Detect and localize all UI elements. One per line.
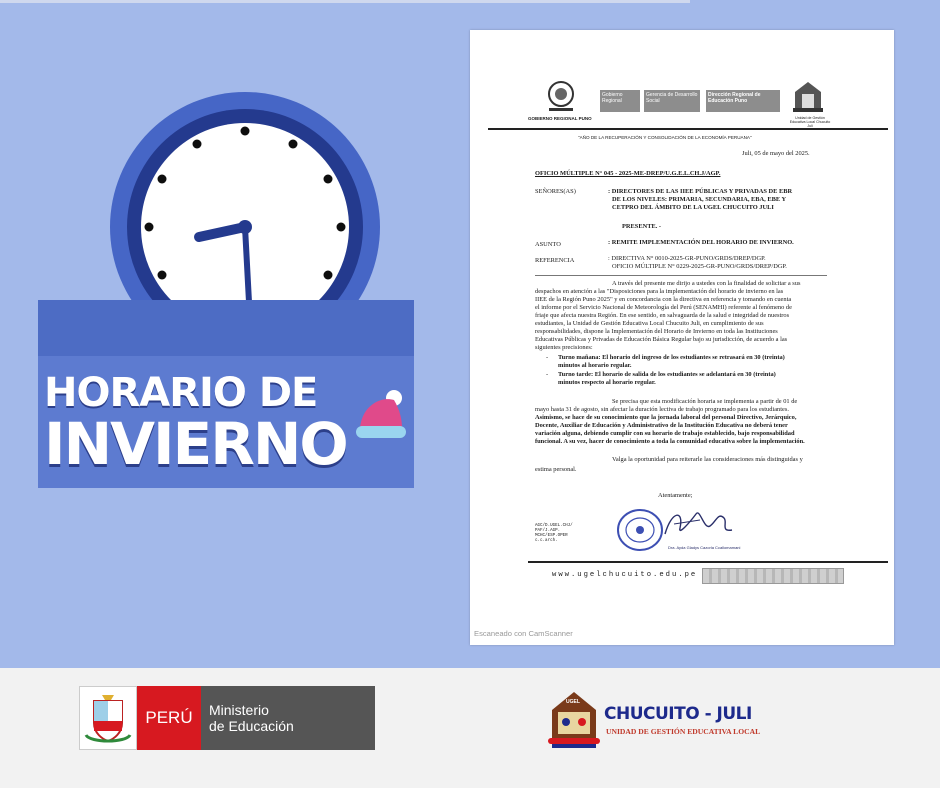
year-motto: "AÑO DE LA RECUPERACIÓN Y CONSOLIDACIÓN DE LA ECONOMÍA PERUANA" (578, 135, 752, 140)
referencia-line-1: : DIRECTIVA N° 0010-2025-GR-PUNO/GRDS/DREP/DGP. (608, 255, 766, 262)
asunto-label: ASUNTO (535, 241, 561, 248)
banner-title-line1: HORARIO DE (44, 370, 318, 416)
initials-line-2: PAF/J.AGP. (535, 529, 561, 533)
bullet2-line-2: minutos respecto al horario regular. (558, 379, 656, 386)
camscanner-watermark: Escaneado con CamScanner (474, 629, 573, 638)
body1-line-2: despachos en atención a las "Disposiciones para la implementación del horario de invierno en las (535, 288, 784, 295)
body1-line-6: estudiantes, la Unidad de Gestión Educativa Local Chucuito Juli, en cumplimiento de sus (535, 320, 764, 327)
signature-name: Dra. Ayda Gladys Cazorla Ccallomamani (668, 545, 741, 550)
body1-line-4: el informe por el Servicio Nacional de Meteorología del Perú (SENAMHI) referente al fenómeno de (535, 304, 792, 311)
footer-rule (528, 561, 888, 563)
asunto-text: : REMITE IMPLEMENTACIÓN DEL HORARIO DE INVIERNO. (608, 239, 794, 246)
ugel-chucuito-juli-logo (546, 688, 761, 750)
body2-line-4: Docente, Auxiliar de Educación y Administrativo de la Institución Educativa no deberá tener (535, 422, 788, 429)
body1-line-3: IIEE de la Región Puno 2025" y en concordancia con la directiva en referencia y tomando en cuenta (535, 296, 792, 303)
body1-line-7: responsabilidades, dispone la Implementación del Horario de Invierno en toda las Instituciones (535, 328, 778, 335)
body2-line-2: mayo hasta 31 de agosto, sin afectar la duración lectiva de trabajo programado para los estudiantes. (535, 406, 789, 413)
atentamente: Atentamente; (658, 492, 693, 499)
peru-label: PERÚ (137, 686, 201, 750)
closing-line-1: Valga la oportunidad para reiterarle las consideraciones más distinguidas y (612, 456, 803, 463)
referencia-line-2: OFICIO MÚLTIPLE N° 0229-2025-GR-PUNO/GRDS/DREP/DGP. (612, 263, 787, 270)
body2-line-1: Se precisa que esta modificación horaria se implementa a partir de 01 de (612, 398, 798, 405)
senores-line-3: CETPRO DEL ÁMBITO DE LA UGEL CHUCUITO JULI (612, 204, 774, 211)
body1-line-5: friaje que afecta nuestra Región. En ese sentido, en salvaguarda de la salud e integridad de nuestros (535, 312, 790, 319)
body2-line-3: Asimismo, se hace de su conocimiento que la jornada laboral del personal Directivo, Jerárquico, (535, 414, 797, 421)
closing-line-2: estima personal. (535, 466, 577, 473)
bullet2-line-1: Turno tarde: El horario de salida de los estudiantes se adelantará en 30 (treinta) (558, 371, 776, 378)
initials-line-1: AGC/D.UGEL.CHJ/ (535, 524, 573, 528)
ministerio-box (201, 686, 375, 750)
senores-line-2: DE LOS NIVELES: PRIMARIA, SECUNDARIA, EBA, EBE Y (612, 196, 787, 203)
winter-hat-icon (354, 388, 408, 444)
ministerio-line-1: Ministerio (209, 702, 269, 718)
referencia-label: REFERENCIA (535, 257, 575, 264)
ugel-website-link[interactable]: www.ugelchucuito.edu.pe (552, 571, 698, 579)
letter-date: Juli, 05 de mayo del 2025. (742, 150, 810, 157)
gobierno-regional-puno-logo (546, 80, 576, 114)
ugel-logo-caption: Unidad de Gestión Educativa Local Chucuito Juli (789, 116, 831, 128)
presente: PRESENTE. - (622, 223, 662, 230)
ugel-emblem-icon (546, 688, 602, 750)
gobierno-regional-caption: GOBIERNO REGIONAL PUNO (528, 116, 592, 121)
body1-line-9: siguientes precisiones: (535, 344, 593, 351)
bullet1-line-2: minutos al horario regular. (558, 362, 632, 369)
senores-line-1: : DIRECTORES DE LAS IIEE PÚBLICAS Y PRIVADAS DE EBR (608, 188, 793, 195)
handwritten-signature (660, 504, 740, 544)
body2-line-6: funcional. A su vez, hacer de conocimiento a toda la comunidad educativa sobre la implementación. (535, 438, 805, 445)
initials-line-3: MCHC/ESP.OPER (535, 534, 568, 538)
header-box-drep: Dirección Regional de Educación Puno (706, 90, 780, 112)
header-box-gerencia: Gerencia de Desarrollo Social (644, 90, 700, 112)
reference-rule (535, 275, 827, 276)
top-divider (0, 0, 690, 3)
oficio-number: OFICIO MÚLTIPLE N° 045 - 2025-ME-DREP/U.G.E.L.CH.J/AGP. (535, 170, 721, 177)
official-letter-document (470, 30, 894, 645)
ugel-subtitle: UNIDAD DE GESTIÓN EDUCATIVA LOCAL (606, 727, 761, 736)
body1-line-8: Educativas Públicas y Privadas de Educación Básica Regular bajo su jurisdicción, de acuerdo a las (535, 336, 788, 343)
footer-contact-strip (702, 568, 844, 584)
header-box-gobierno: Gobierno Regional (600, 90, 640, 112)
bullet1-line-1: Turno mañana: El horario del ingreso de los estudiantes se retrasará en 30 (treinta) (558, 354, 785, 361)
banner-title-line2: INVIERNO (44, 410, 347, 478)
minedu-logo (79, 686, 375, 750)
header-rule (488, 128, 888, 130)
winter-schedule-banner (38, 300, 414, 488)
ugel-title: CHUCUITO - JULI (604, 704, 752, 724)
bullet-dash-1: - (546, 354, 549, 361)
bullet-dash-2: - (546, 371, 549, 378)
senores-label: SEÑORES(AS) (535, 188, 576, 195)
ugel-chucuito-logo (791, 78, 825, 114)
initials-line-4: c.c.arch. (535, 539, 558, 543)
body2-line-5: variación alguna, debiendo cumplir con su horario de trabajo establecido, bajo responsabilidad (535, 430, 795, 437)
peru-coat-of-arms (79, 686, 137, 750)
ugel-badge: UGEL (566, 699, 580, 705)
official-seal-stamp (616, 508, 664, 552)
ministerio-line-2: de Educación (209, 718, 294, 734)
body1-line-1: A través del presente me dirijo a ustedes con la finalidad de solicitar a sus (612, 280, 801, 287)
